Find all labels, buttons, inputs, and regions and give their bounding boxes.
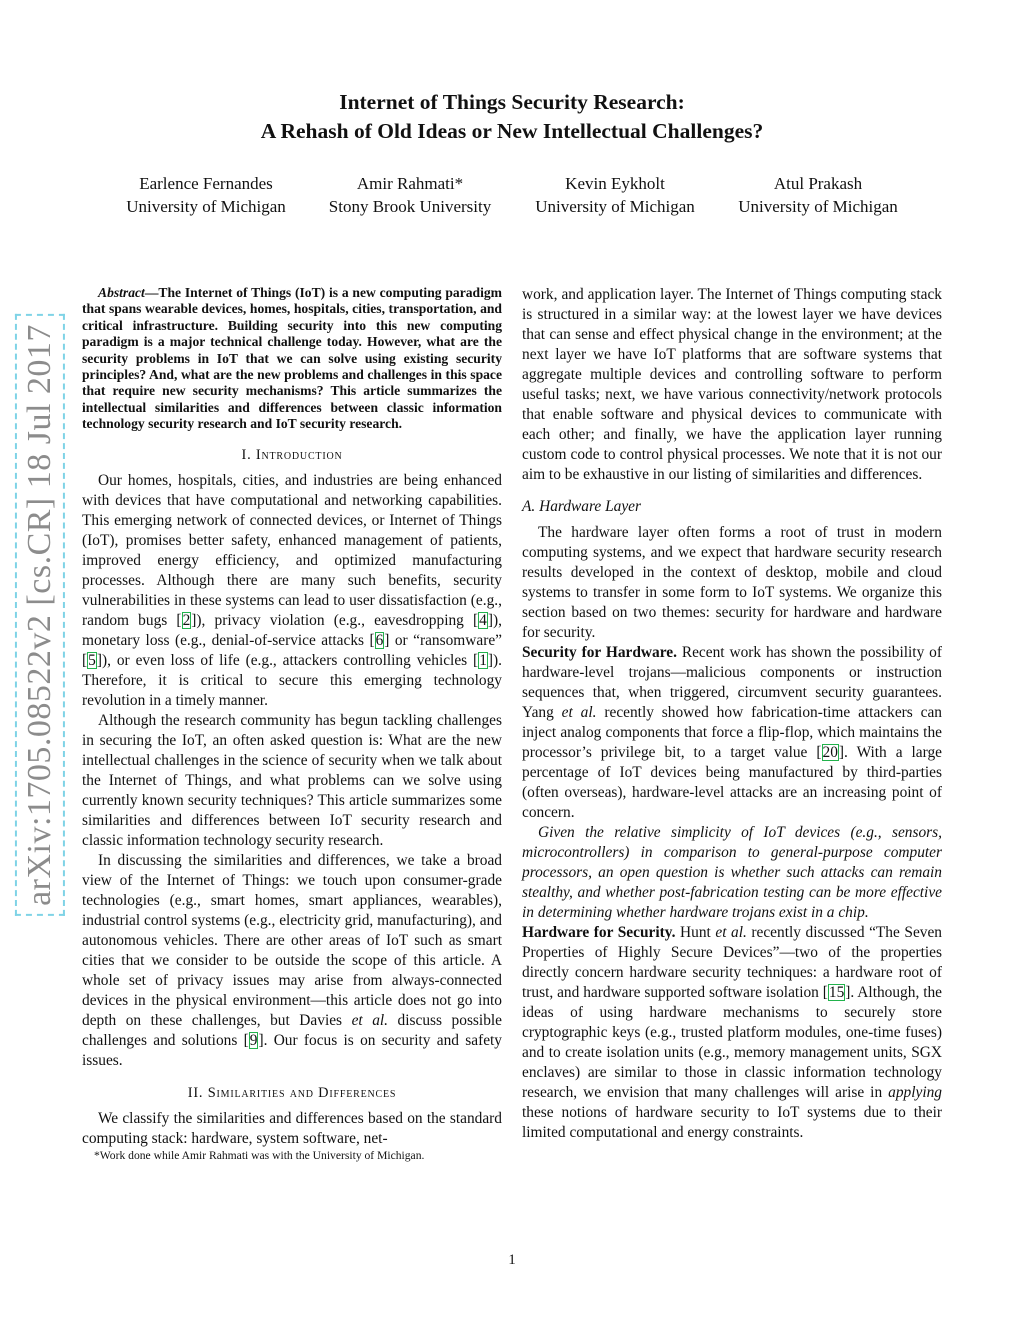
text-run: ]. Although, the ideas of using hardware mechanisms to securely store cryptographic keys (e.g., trusted platform modules, one-time fuses) and to create isolation units (e.g., memory management units, SGX enclaves) are similar to those in classic information technology research, we envision that many challenges will arise in: [522, 984, 942, 1101]
inline-heading: Hardware for Security.: [522, 924, 676, 941]
right-column: [522, 285, 942, 1143]
author-name: Amir Rahmati*: [356, 174, 464, 193]
arxiv-stamp-text: arXiv:1705.08522v2 [cs.CR] 18 Jul 2017: [15, 314, 65, 916]
citation-link[interactable]: 5: [88, 651, 96, 669]
title-line-1: Internet of Things Security Research:: [339, 90, 685, 114]
text-run: In discussing the similarities and differences, we take a broad view of the Internet of Things: we touch upon consumer-grade technologies (e.g., smart homes, smart appliances, wearables), industrial control systems (e.g., electricity grid, manufacturing), and autonomous vehicles. There are other areas of IoT such as smart cities that we consider to be outside the scope of this article. A whole set of privacy issues may arise from always-connected devices in the physical environment—this article does not go into depth on these challenges, but Davies: [82, 851, 502, 1029]
subsection-heading-hardware: A. Hardware Layer: [522, 498, 641, 515]
text-run: these notions of hardware security to IoT systems due to their limited computational and energy constraints.: [522, 1104, 942, 1141]
text-run: recently showed how fabrication-time attackers can inject analog components that force a flip-flop, which maintains the processor’s privilege bit, to a target value [: [522, 704, 942, 761]
paper-title: [120, 88, 904, 146]
author-block-2: [300, 172, 520, 218]
text-run: ]. Our focus is on security and safety issues.: [82, 1031, 502, 1069]
author-block-3: [505, 172, 725, 218]
author-affiliation: Stony Brook University: [328, 197, 492, 216]
section2-paragraph-start: We classify the similarities and differences based on the standard computing stack: hardware, system software, net-: [82, 1109, 502, 1147]
intro-paragraph-2: Although the research community has begun tackling challenges in securing the IoT, an often asked question is: What are the new intellectual challenges in the science of security when we talk about the Internet of Things, and what problems can we solve using currently known security techniques? This article summarizes some similarities and differences between IoT security research and classic information technology security research.: [82, 711, 502, 849]
citation-link[interactable]: 4: [479, 611, 487, 629]
author-block-1: [96, 172, 316, 218]
text-run-italic: et al.: [561, 704, 597, 721]
citation-link[interactable]: 2: [182, 611, 191, 629]
footnote: *Work done while Amir Rahmati was with the University of Michigan.: [94, 1148, 425, 1162]
text-run: discuss possible challenges and solutions [: [82, 1011, 502, 1049]
text-run: ]), or even loss of life (e.g., attackers controlling vehicles [: [96, 651, 479, 669]
text-run: Our homes, hospitals, cities, and industries are being enhanced with devices that have computational and networking capabilities. This emerging network of connected devices, or Internet of Things (IoT), promises better safety, enhanced management of patients, improved energy efficiency, and optimized manufacturing processes. Although there are many such benefits, security vulnerabilities in these systems can lead to user dissatisfaction (e.g., random bugs [: [82, 471, 502, 629]
author-affiliation: University of Michigan: [535, 197, 695, 216]
citation-link[interactable]: 20: [822, 744, 838, 761]
text-run: Recent work has shown the possibility of hardware-level trojans—malicious components or instruction sequences that, when triggered, circumvent security guarantees. Yang: [522, 644, 942, 721]
arxiv-stamp: [14, 320, 66, 910]
abstract: [82, 285, 502, 433]
text-run-italic: et al.: [715, 924, 747, 941]
text-run: ]), privacy violation (e.g., eavesdropping [: [191, 611, 479, 629]
text-run-italic: et al.: [351, 1011, 389, 1029]
text-run-italic: applying: [888, 1084, 942, 1101]
text-run: ]). Therefore, it is critical to secure this emerging technology revolution in a timely manner.: [82, 651, 502, 709]
hardware-paragraph-2: [522, 643, 942, 823]
author-block-4: [708, 172, 928, 218]
author-affiliation: University of Michigan: [126, 197, 286, 216]
text-run: recently discussed “The Seven Properties of Highly Secure Devices”—two of the properties directly concern hardware security techniques: a hardware root of trust, and hardware supported software isolation [: [522, 924, 942, 1001]
author-name: Kevin Eykholt: [565, 174, 665, 193]
hardware-paragraph-3: Given the relative simplicity of IoT devices (e.g., sensors, microcontrollers) in comparison to general-purpose computer processors, an open question is whether such attacks can remain stealthy, and whether post-fabrication testing can be more effective in determining whether hardware trojans exist in a chip.: [522, 824, 942, 921]
hardware-paragraph-1: The hardware layer often forms a root of trust in modern computing systems, and we expect that hardware security research results developed in the context of desktop, mobile and cloud systems to transfer in some form to IoT systems. We organize this section based on two themes: security for hardware and hardware for security.: [522, 524, 942, 641]
hardware-paragraph-4: [522, 923, 942, 1143]
intro-paragraph-3: [82, 851, 502, 1071]
citation-link[interactable]: 15: [828, 984, 845, 1001]
author-affiliation: University of Michigan: [738, 197, 898, 216]
section-heading-introduction: I. Introduction: [241, 446, 343, 463]
text-run: ]), monetary loss (e.g., denial-of-service attacks [: [82, 611, 502, 649]
text-run: ]. With a large percentage of IoT devices being manufactured by third-parties (often overseas), hardware-level attacks are an increasing point of concern.: [522, 744, 942, 821]
abstract-label: Abstract: [98, 285, 145, 300]
title-line-2: A Rehash of Old Ideas or New Intellectual Challenges?: [260, 119, 764, 143]
text-run: Hunt: [675, 924, 716, 941]
section-heading-similarities: II. Similarities and Differences: [187, 1084, 397, 1101]
citation-link[interactable]: 1: [479, 651, 487, 669]
left-column: [82, 285, 502, 1163]
section2-paragraph-continued: work, and application layer. The Internet of Things computing stack is structured in a similar way: at the lowest layer we have devices that can sense and effect physical change in the environment; at the next layer we have IoT platforms that are software systems that aggregate multiple devices and controlling software to perform useful tasks; next, we have various connectivity/network protocols that enable software and physical devices to communicate with each other; and finally, we have the application layer running custom code to control physical processes. We note that it is not our aim to be exhaustive in our listing of similarities and differences.: [522, 286, 942, 483]
author-name: Earlence Fernandes: [139, 174, 273, 193]
text-run: ] or “ransomware” [: [82, 631, 502, 669]
author-name: Atul Prakash: [773, 174, 863, 193]
citation-link[interactable]: 9: [249, 1031, 258, 1049]
citation-link[interactable]: 6: [375, 631, 384, 649]
inline-heading: Security for Hardware.: [522, 644, 677, 661]
intro-paragraph-1: [82, 471, 502, 711]
abstract-text: —The Internet of Things (IoT) is a new computing paradigm that spans wearable devices, homes, hospitals, cities, transportation, and critical infrastructure. Building security into this new computing paradigm is a major technical challenge today. However, what are the security problems in IoT that we can solve using existing security principles? And, what are the new problems and challenges in this space that require new security mechanisms? This article summarizes the intellectual similarities and differences between classic information technology security research and IoT security research.: [82, 285, 502, 432]
page-number: 1: [508, 1252, 516, 1268]
